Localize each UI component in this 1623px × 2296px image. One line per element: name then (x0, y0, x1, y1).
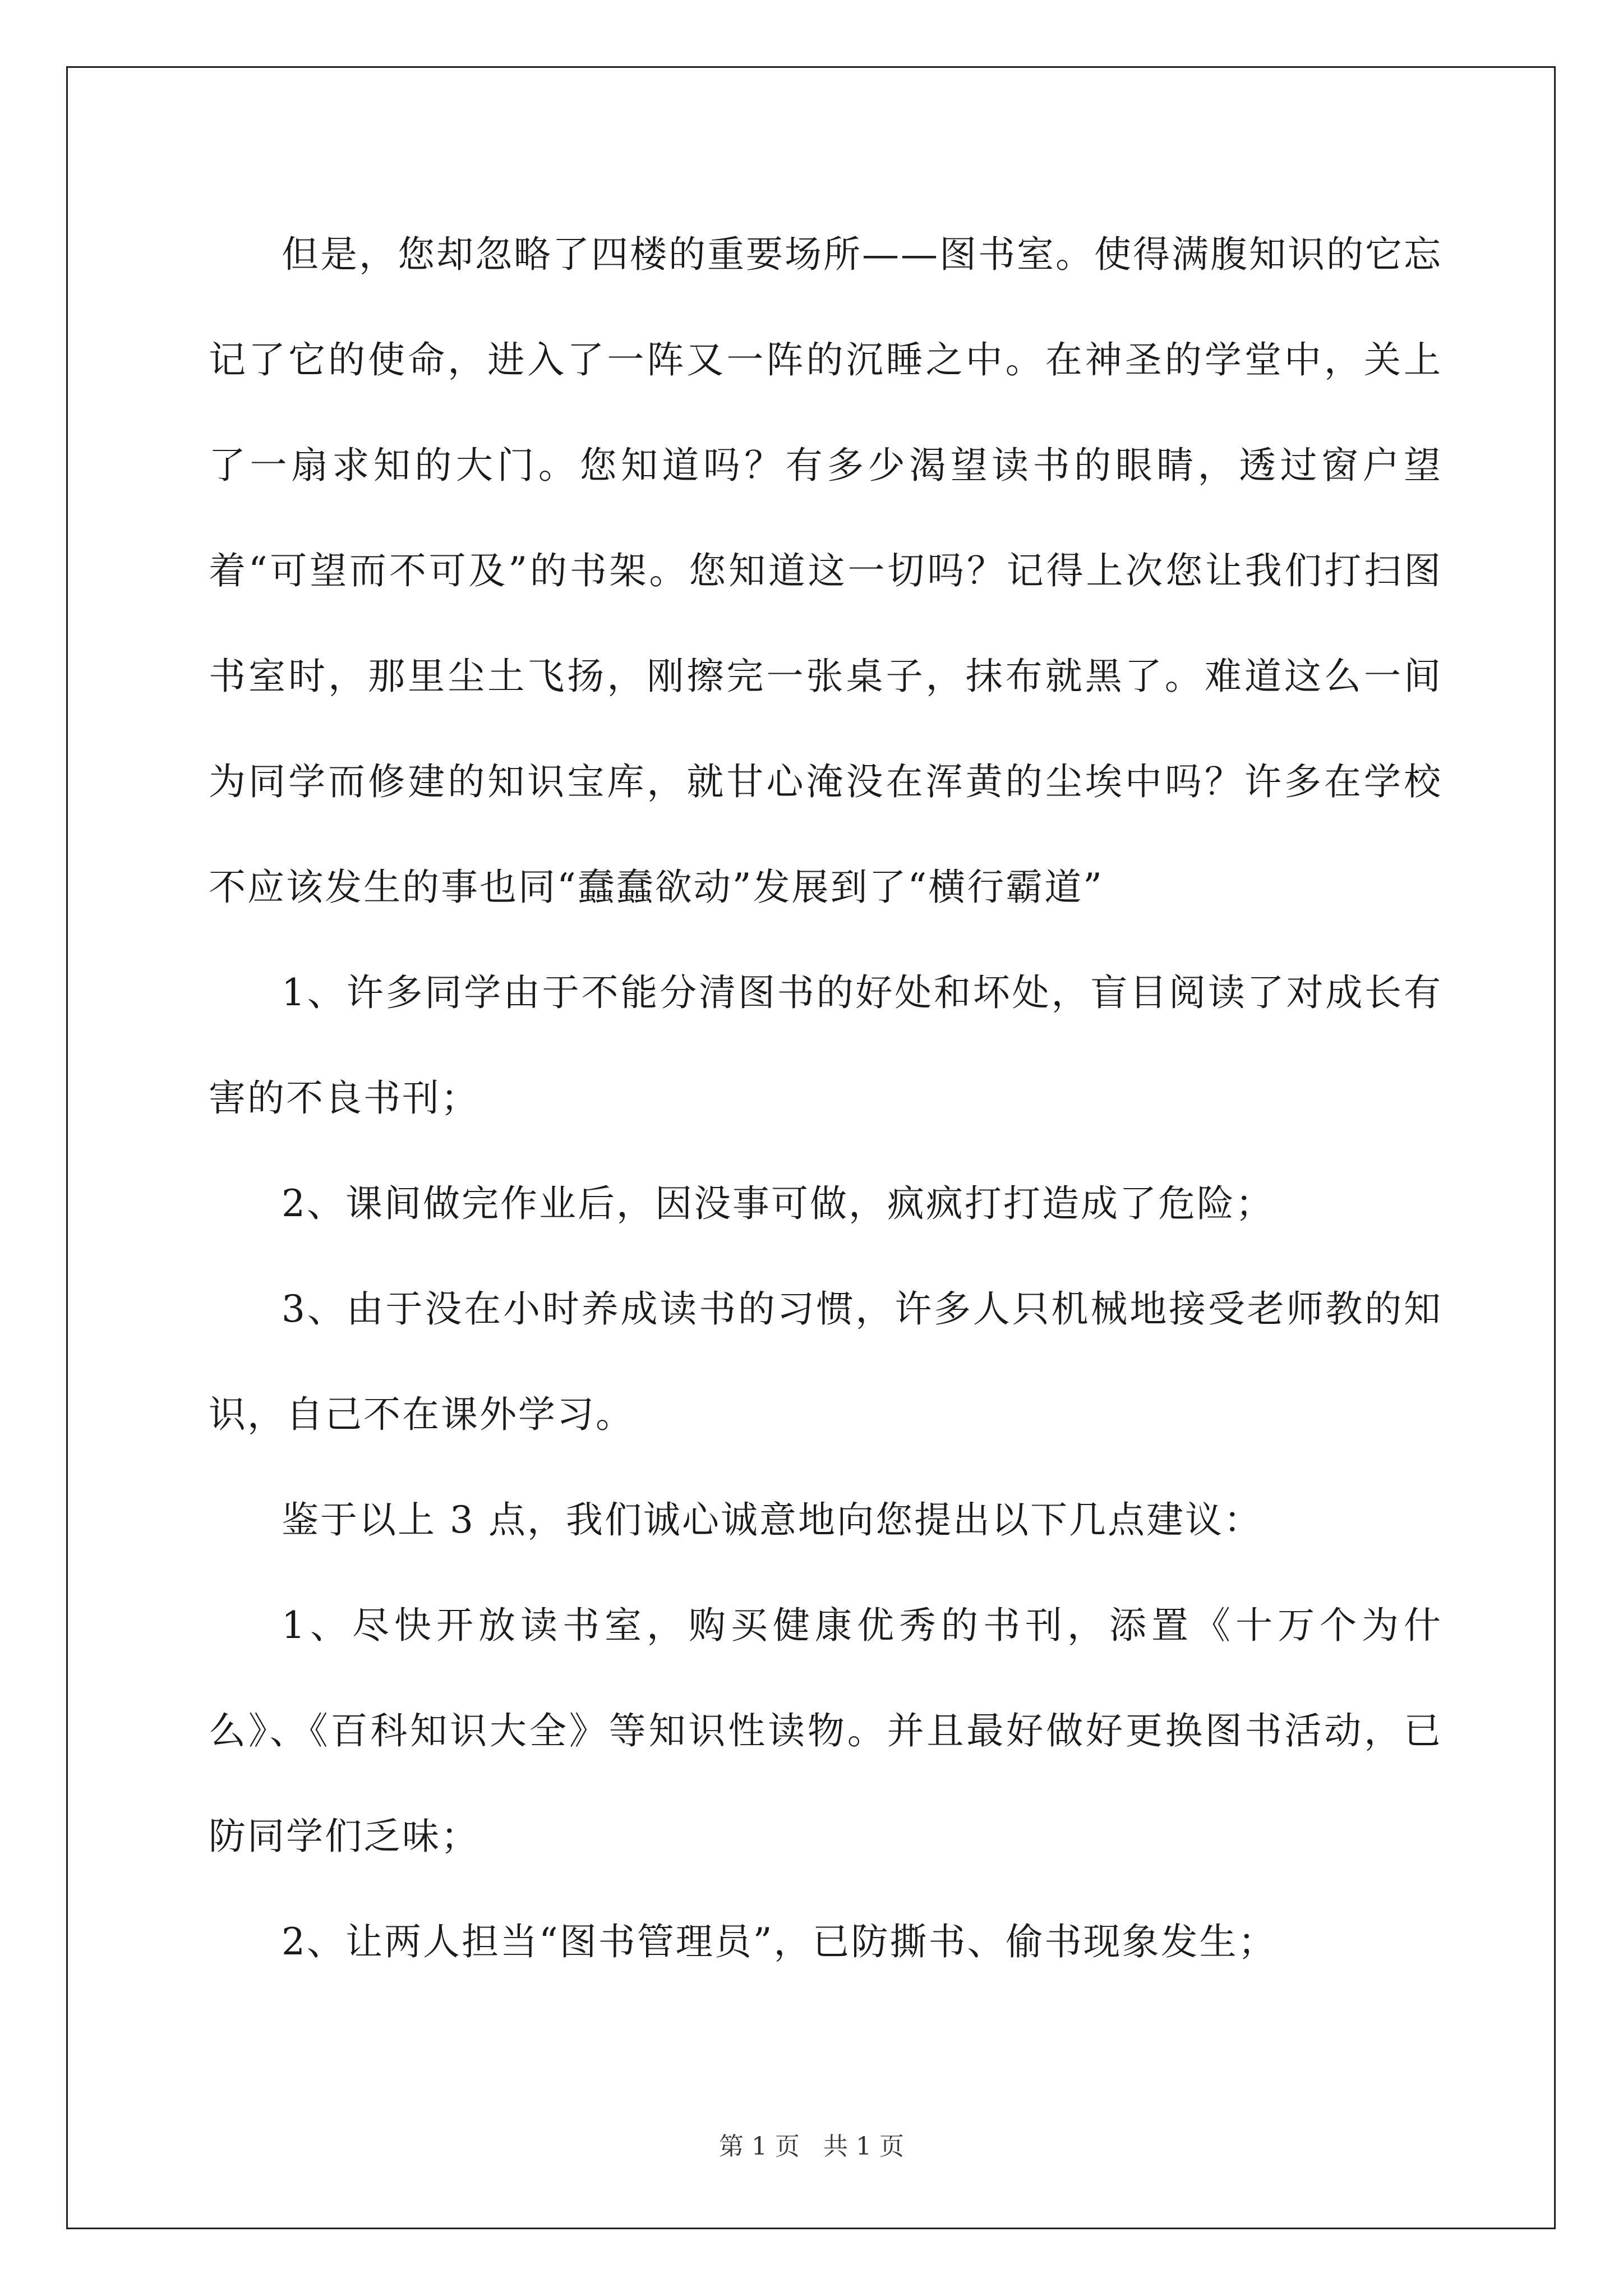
paragraph: 1、许多同学由于不能分清图书的好处和坏处，盲目阅读了对成长有害的不良书刊； (209, 971, 1442, 1120)
paragraph: 2、让两人担当“图书管理员”，已防撕书、偷书现象发生； (282, 1920, 1277, 1963)
paragraph: 鉴于以上 3 点，我们诚心诚意地向您提出以下几点建议： (282, 1498, 1262, 1542)
paragraph: 3、由于没在小时养成读书的习惯，许多人只机械地接受老师教的知识，自己不在课外学习。 (209, 1287, 1442, 1436)
paragraph: 但是，您却忽略了四楼的重要场所——图书室。使得满腹知识的它忘记了它的使命，进入了一阵又一阵的沉睡之中。在神圣的学堂中，关上了一扇求知的大门。您知道吗？有多少渴望读书的眼睛，透过窗户望着“可望而不可及”的书架。您知道这一切吗？记得上次您让我们打扫图书室时，那里尘土飞扬，刚擦完一张桌子，抹布就黑了。难道这么一间为同学而修建的知识宝库，就甘心淹没在浑黄的尘埃中吗？许多在学校不应该发生的事也同“蠢蠢欲动”发展到了“横行霸道” (209, 233, 1442, 909)
paragraph: 2、课间做完作业后，因没事可做，疯疯打打造成了危险； (282, 1182, 1274, 1225)
page-number: 第 1 页 共 1 页 (719, 2132, 904, 2161)
document-body (209, 202, 1442, 1995)
page-footer (0, 2126, 1623, 2162)
paragraph: 1、尽快开放读书室，购买健康优秀的书刊，添置《十万个为什么》、《百科知识大全》等知识性读物。并且最好做好更换图书活动，已防同学们乏味； (209, 1604, 1442, 1858)
